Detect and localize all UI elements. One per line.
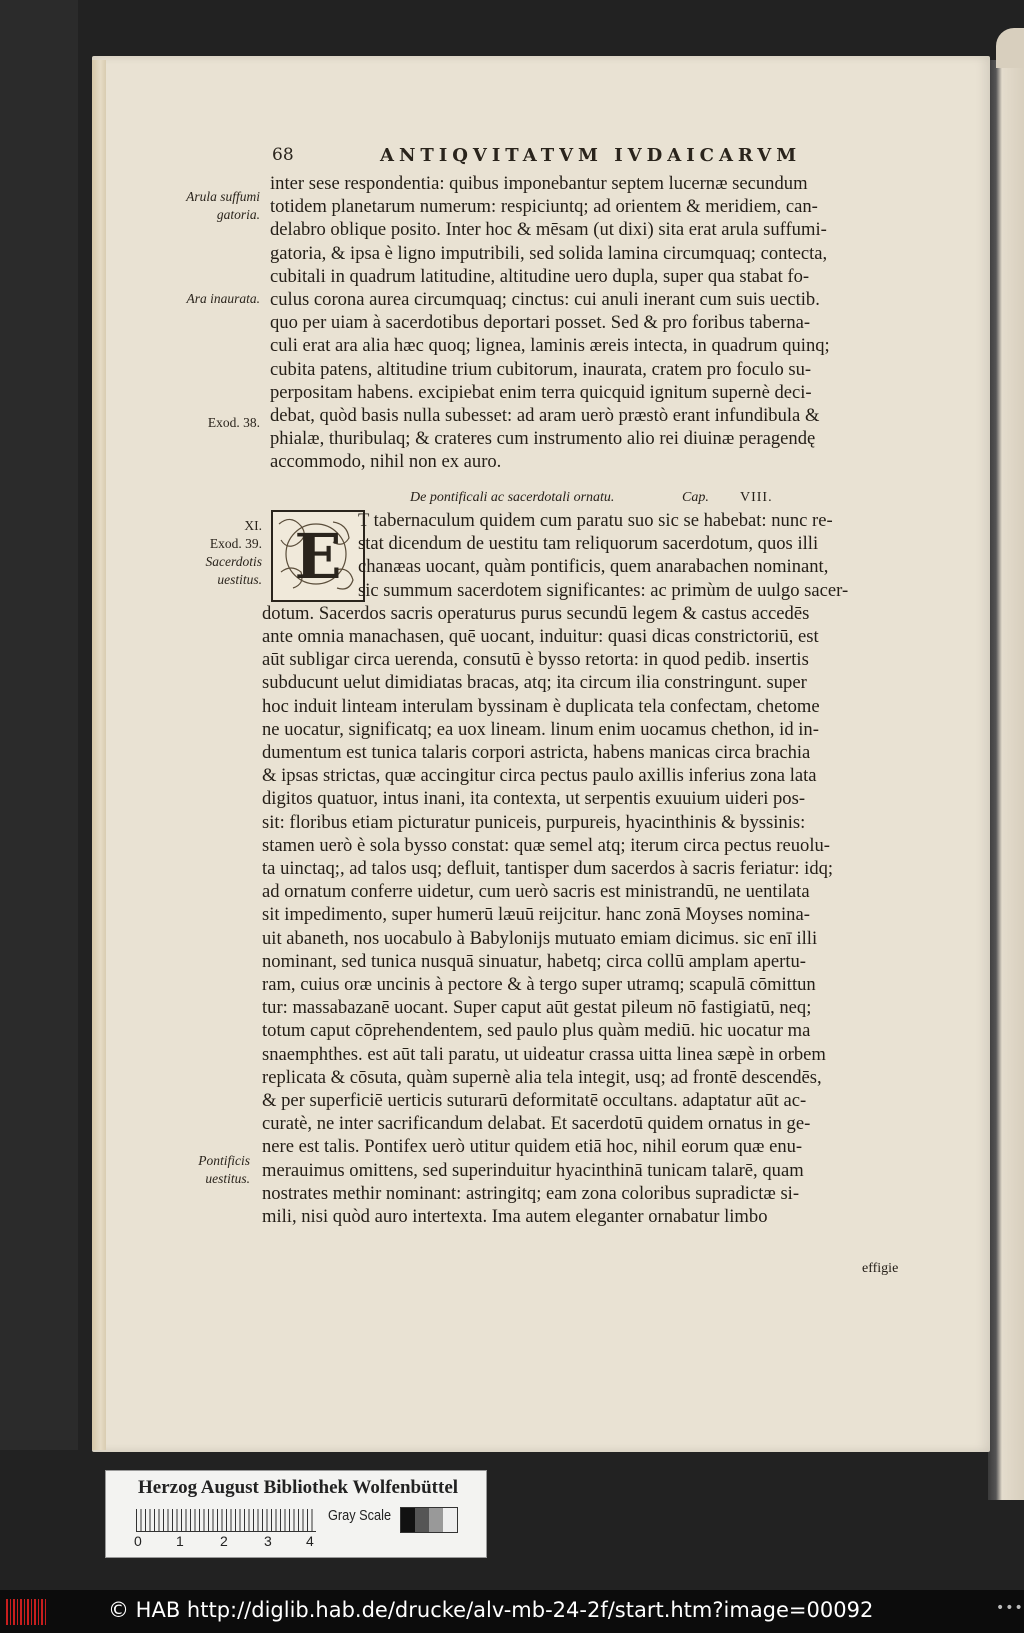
- gray-scale-label: Gray Scale: [328, 1507, 392, 1524]
- footer-bar: [0, 1590, 1024, 1633]
- scan-left-shadow: [0, 0, 78, 1450]
- chapter-cap: Cap.: [682, 490, 709, 505]
- text-line: sic summum sacerdotem significantes: ac primùm de uulgo sacer-: [358, 579, 849, 601]
- scale-ruler: [136, 1509, 316, 1532]
- ruler-number: 0: [134, 1533, 142, 1549]
- text-line: nere est talis. Pontifex uerò utitur quidem etiā hoc, nihil eorum quæ enu-: [262, 1136, 803, 1158]
- text-line: culus corona aurea circumquaq; cinctus: cui anuli inerant cum suis uectib.: [270, 289, 820, 311]
- text-line: ta uinctaq;, ad talos usq; defluit, tantisper dum sacerdos à sacris feriatur: idq;: [262, 858, 834, 880]
- text-line: dumentum est tunica talaris corpori astricta, habens manicas circa brachia: [262, 742, 811, 764]
- facing-page-corner: [996, 28, 1024, 68]
- running-head: [272, 145, 912, 171]
- copyright-url[interactable]: © HAB http://diglib.hab.de/drucke/alv-mb-24-2f/start.htm?image=00092: [108, 1598, 874, 1622]
- text-line: delabro oblique posito. Inter hoc & mēsam (ut dixi) sita erat arula suffumi-: [270, 219, 827, 241]
- text-line: replicata & cōsuta, quàm supernè alia tela integit, usq; ad frontē descendēs,: [262, 1066, 822, 1088]
- library-name: Herzog August Bibliothek Wolfenbüttel: [138, 1477, 459, 1498]
- catchword: effigie: [862, 1261, 899, 1276]
- gray-scale-bar: [400, 1507, 458, 1533]
- text-line: ante omnia manachasen, quē uocant, induitur: quasi dicas constrictoriū, est: [262, 626, 819, 648]
- text-line: gatoria, & ipsa è ligno imputribili, sed solida lamina circumquaq; contecta,: [270, 242, 828, 264]
- text-line: & per superficiē uerticis suturarū deformitatē occultans. adaptatur aūt ac-: [262, 1090, 807, 1112]
- text-line: aūt subligar circa uerenda, consutū è bysso retorta: in quod pedib. insertis: [262, 649, 809, 671]
- library-color-card: [105, 1470, 487, 1558]
- text-line: nostrates methir nominant: astringitq; eam zona coloribus supradictæ si-: [262, 1182, 800, 1204]
- page-edge: [92, 60, 106, 1450]
- text-line: dotum. Sacerdos sacris operaturus purus secundū legem & castus accedēs: [262, 602, 810, 624]
- text-line: totum caput cōprehendentem, sed paulo plus quàm mediū. hic uocatur ma: [262, 1020, 811, 1042]
- text-line: phialæ, thuribulaq; & crateres cum instrumento alio rei diuinæ peragendę: [270, 428, 816, 450]
- gray-swatch: [429, 1508, 443, 1532]
- text-line: hoc induit linteam interulam byssinam è duplicata tela confectam, chetome: [262, 695, 820, 717]
- text-line: perpositam habens. excipiebat enim terra quicquid ignitum supernè deci-: [270, 381, 812, 403]
- text-line: chanæas uocant, quàm pontificis, quem anarabachen nominant,: [358, 556, 829, 578]
- ruler-number: 4: [306, 1533, 314, 1549]
- chapter-number: VIII.: [740, 490, 773, 505]
- text-line: tur: massabazanē uocant. Super caput aūt gestat pileum nō fastigiatū, neq;: [262, 997, 812, 1019]
- text-line: totidem planetarum numerum: respiciuntq; ad orientem & meridiem, can-: [270, 196, 818, 218]
- margin-note-exod39: Exod. 39.: [209, 536, 262, 551]
- text-line: & ipsas strictas, quæ accingitur circa pectus paulo axillis inferius zona lata: [262, 765, 817, 787]
- text-line: stat dicendum de uestitu tam reliquorum sacerdotum, quos illi: [358, 533, 819, 555]
- margin-note-exod38: Exod. 38.: [207, 415, 260, 430]
- text-line: ne uocatur, significatq; ea uox lineam. linum enim uocamus chethon, id in-: [262, 718, 819, 740]
- text-line: T tabernaculum quidem cum paratu suo sic se habebat: nunc re-: [358, 510, 833, 531]
- margin-note-ara: Ara inaurata.: [186, 291, 260, 306]
- text-line: mili, nisi quòd auro intertexta. Ima autem eleganter ornabatur limbo: [262, 1206, 768, 1228]
- gray-swatch: [401, 1508, 415, 1532]
- text-line: sit: floribus etiam picturatur puniceis, purpureis, hyacinthinis & byssinis:: [262, 811, 806, 833]
- gray-swatch: [443, 1508, 457, 1532]
- text-line: uit abaneth, nos uocabulo à Babylonijs mutuato emiam dicimus. sic enī illi: [262, 927, 818, 949]
- more-icon[interactable]: •••: [996, 1600, 1024, 1616]
- chapter-title: De pontificali ac sacerdotali ornatu.: [410, 490, 615, 505]
- text-line: snaemphthes. est aūt tali paratu, ut uideatur crassa uitta linea sæpè in orbem: [262, 1043, 826, 1065]
- text-line: inter sese respondentia: quibus imponebantur septem lucernæ secundum: [270, 173, 808, 194]
- margin-note-xi: XI.: [244, 518, 262, 533]
- text-line: sit impedimento, super humerū læuū reijcitur. hanc zonā Moyses nomina-: [262, 904, 810, 926]
- ruler-number: 3: [264, 1533, 272, 1549]
- text-line: quo per uiam à sacerdotibus deportari posset. Sed & pro foribus taberna-: [270, 312, 811, 334]
- text-line: culi erat ara alia hæc quoq; lignea, laminis æreis intecta, in quadrum quinq;: [270, 335, 830, 357]
- text-line: digitos quatuor, intus inani, ita contexta, ut serpentis exuuium uideri pos-: [262, 788, 806, 810]
- running-title: ANTIQVITATVM IVDAICARVM: [380, 145, 802, 166]
- text-line: cubita patens, altitudine trium cubitorum, inaurata, cratem pro foculo su-: [270, 358, 812, 380]
- text-line: accommodo, nihil non ex auro.: [270, 451, 502, 473]
- text-line: merauimus omittens, sed superinduitur hyacinthinā tunicam talarē, quam: [262, 1159, 804, 1181]
- margin-note-pontificis: Pontificis uestitus.: [198, 1153, 250, 1186]
- text-line: ram, cuius oræ uncinis à pectore & à tergo super utramq; scapulā cōmittun: [262, 974, 816, 996]
- text-line: curatè, ne inter sacrificandum delabat. Et sacerdotū quidem ornatus in ge-: [262, 1113, 811, 1135]
- body-text-chapter: [262, 509, 922, 1228]
- text-line: debat, quòd basis nulla subesset: ad aram uerò præstò erant infundibula &: [270, 405, 820, 427]
- page-number: 68: [272, 145, 294, 165]
- barcode-icon: [6, 1599, 46, 1625]
- facing-page-gutter: [988, 60, 1024, 1500]
- margin-note-arula: Arula suffumi gatoria.: [186, 189, 260, 222]
- margin-note-sacerdotis: Sacerdotis uestitus.: [205, 554, 262, 587]
- text-line: stamen uerò è sola bysso constat: quæ semel atq; iterum circa pectus reuolu-: [262, 834, 830, 856]
- text-line: nominant, sed tunica nusquā sinuatur, habetq; circa collū amplam apertu-: [262, 950, 806, 972]
- gray-swatch: [415, 1508, 429, 1532]
- body-text-top: [270, 172, 920, 474]
- ruler-number: 2: [220, 1533, 228, 1549]
- initial-letter: E: [294, 519, 342, 593]
- text-line: cubitali in quadrum latitudine, altitudine uero dupla, super qua stabat fo-: [270, 265, 810, 287]
- ruler-number: 1: [176, 1533, 184, 1549]
- text-line: subducunt uelut dimidiatas bracas, atq; ita circum ilia constringunt. super: [262, 672, 807, 694]
- text-line: ad ornatum conferre uidetur, cum uerò sacris est ministrandū, ne uentilata: [262, 881, 810, 903]
